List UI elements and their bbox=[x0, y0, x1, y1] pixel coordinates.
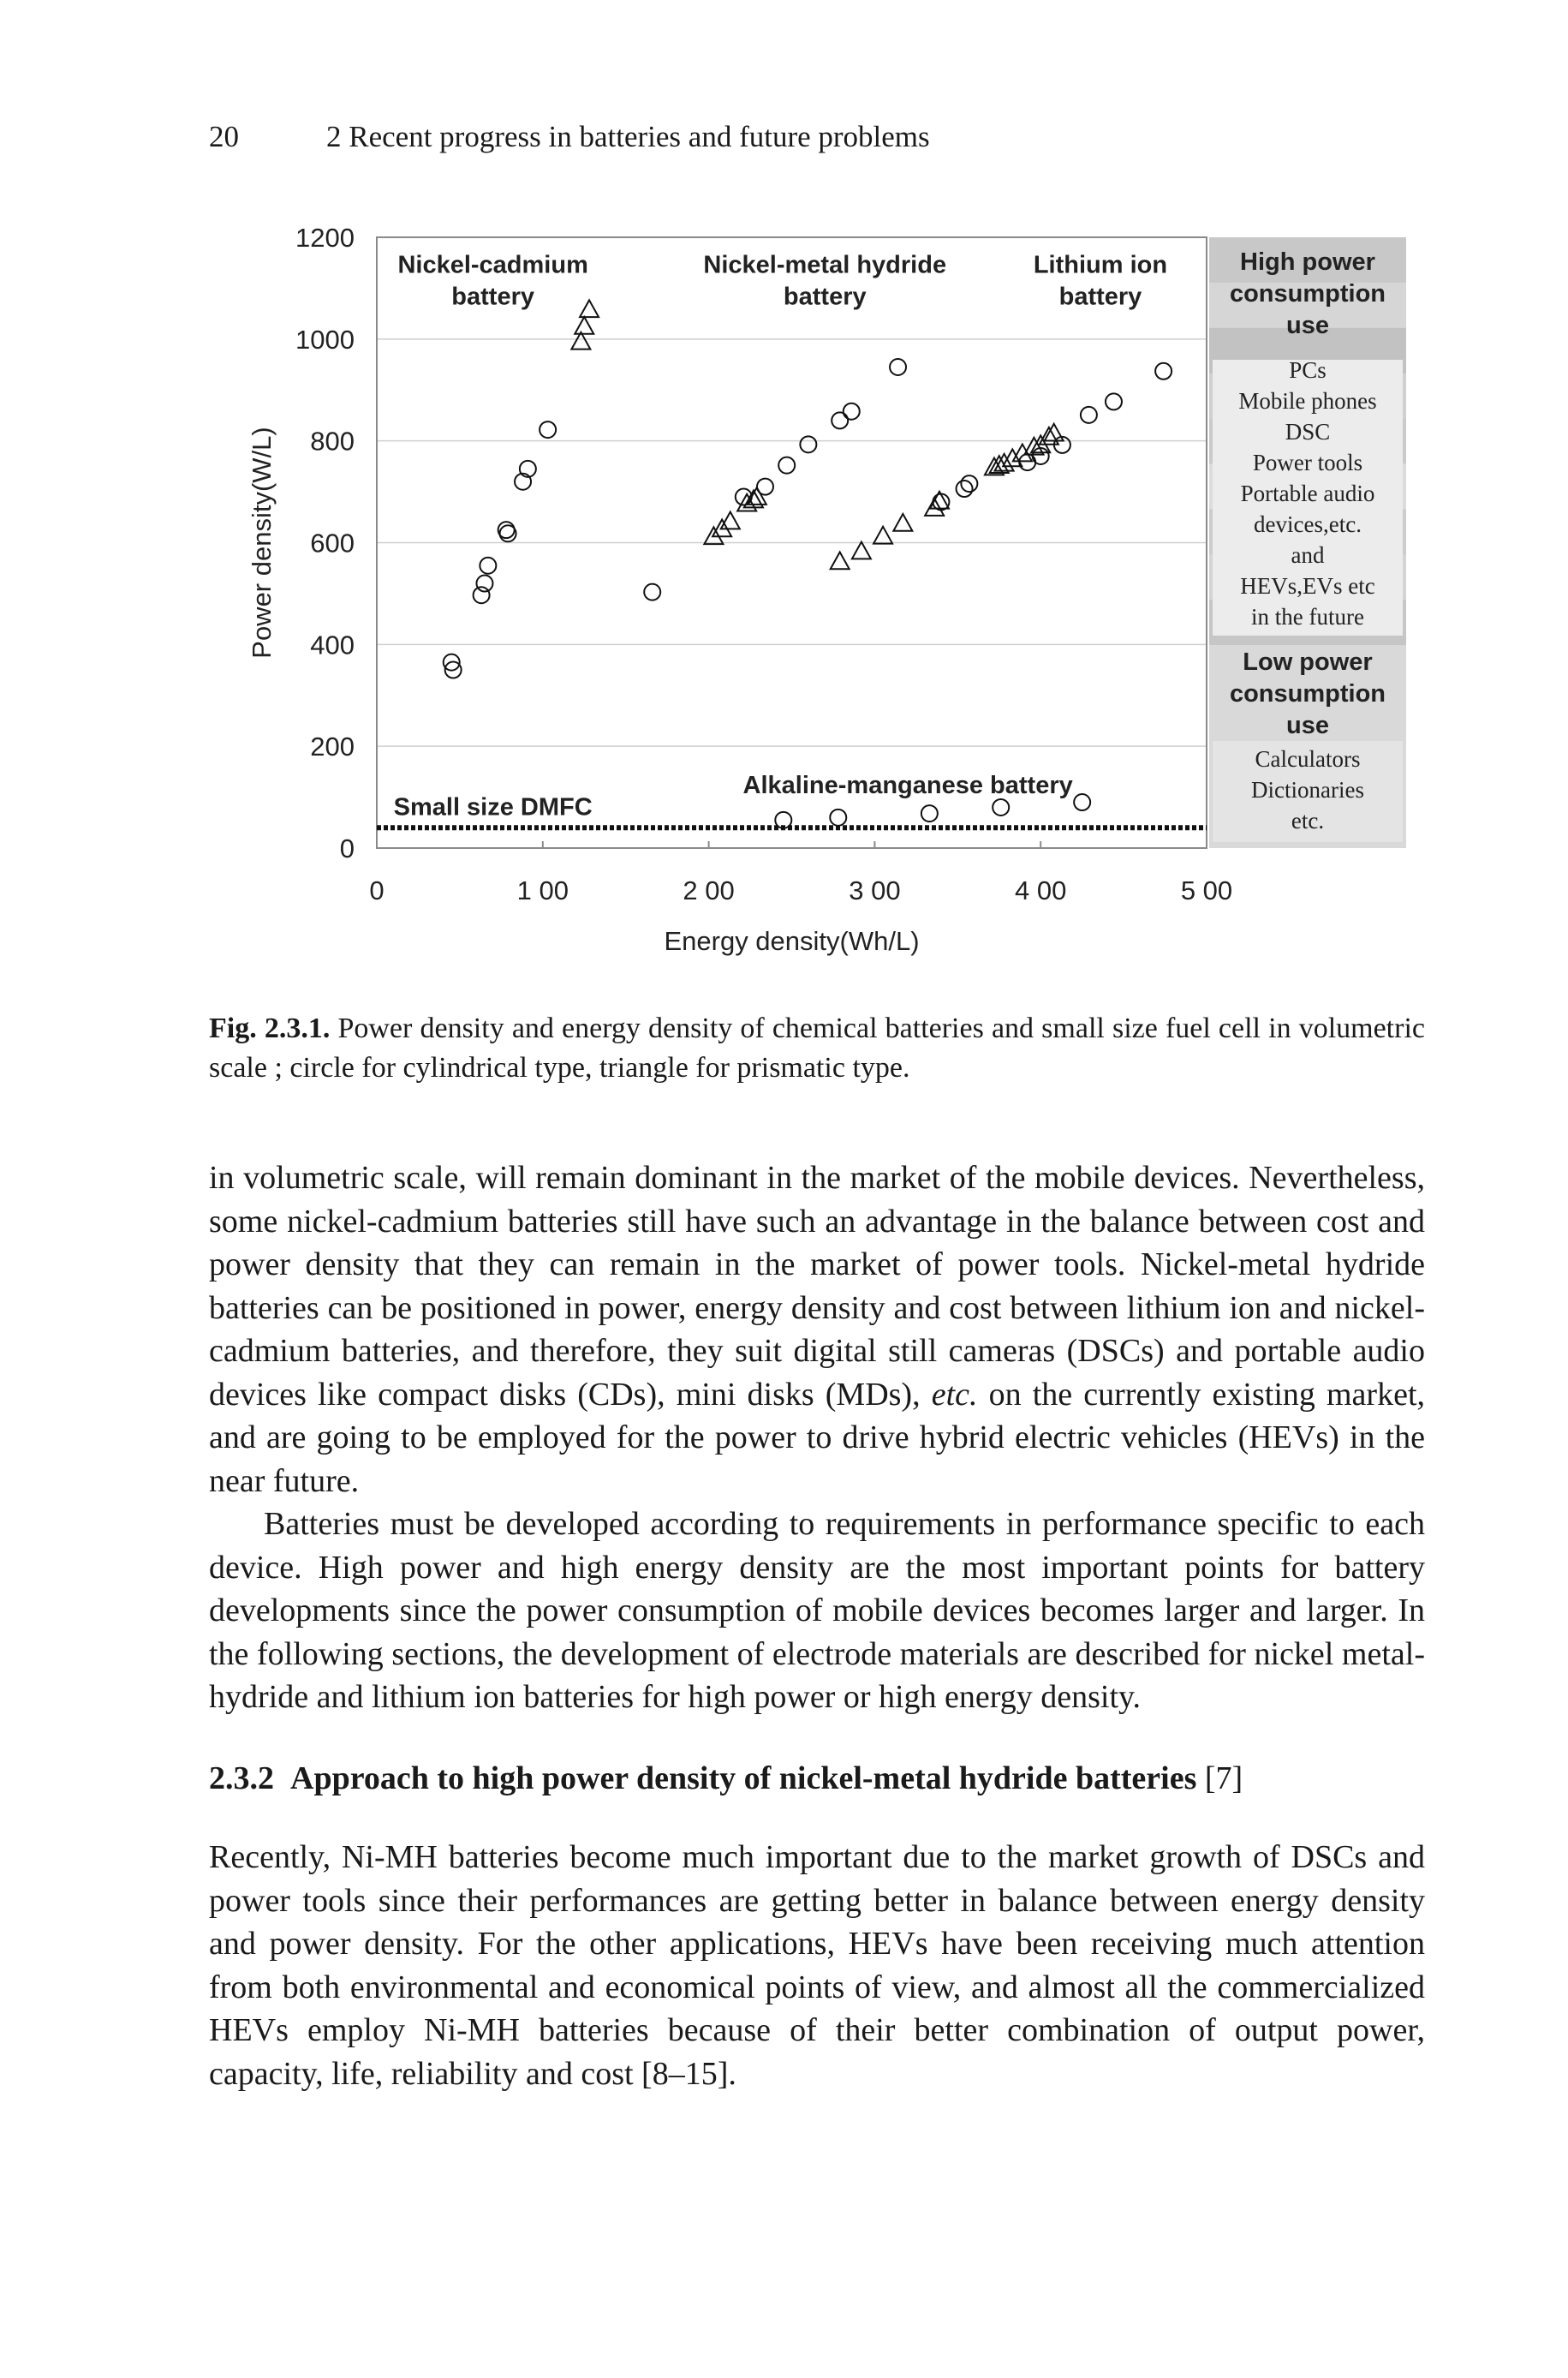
y-tick-label: 200 bbox=[310, 732, 355, 762]
caption-label: Fig. 2.3.1. bbox=[209, 1013, 331, 1044]
circle-marker bbox=[474, 587, 490, 603]
body-text bbox=[209, 1156, 1425, 2095]
chart-annotation: battery bbox=[451, 283, 535, 311]
high-power-item: Power tools bbox=[1252, 450, 1363, 475]
axes bbox=[247, 223, 1232, 956]
circle-marker bbox=[1074, 794, 1090, 810]
circle-marker bbox=[1081, 407, 1097, 423]
y-tick-label: 0 bbox=[339, 833, 355, 863]
triangle-marker bbox=[580, 300, 599, 317]
grid-lines bbox=[377, 237, 1207, 746]
circle-marker bbox=[778, 457, 795, 474]
side-panel bbox=[1209, 237, 1406, 848]
high-power-item: and bbox=[1291, 542, 1325, 568]
high-power-item: devices,etc. bbox=[1254, 511, 1362, 537]
circle-marker bbox=[961, 475, 977, 492]
high-power-item: in the future bbox=[1251, 604, 1364, 630]
caption-text: Power density and energy density of chemical batteries and small size fuel cell in volumetric scale ; circle for cylindrical type, triangle for prismatic type. bbox=[209, 1013, 1425, 1084]
triangle-marker bbox=[893, 514, 912, 531]
chart-annotation: Alkaline-manganese battery bbox=[742, 771, 1073, 799]
x-axis-label: Energy density(Wh/L) bbox=[664, 926, 920, 956]
circle-marker bbox=[540, 421, 556, 438]
low-power-item: etc. bbox=[1291, 808, 1325, 833]
section-title: Approach to high power density of nickel-metal hydride batteries bbox=[290, 1760, 1197, 1796]
chart-annotation: Nickel-cadmium bbox=[397, 251, 588, 279]
y-tick-label: 1200 bbox=[295, 223, 355, 253]
circle-marker bbox=[844, 403, 860, 420]
annotations bbox=[394, 252, 1167, 822]
running-title: 2 Recent progress in batteries and future problems bbox=[326, 120, 930, 153]
triangle-marker bbox=[852, 542, 871, 559]
low-power-title-line: Low power bbox=[1243, 648, 1373, 676]
x-tick-label: 0 bbox=[369, 875, 385, 905]
x-tick-label: 1 00 bbox=[516, 875, 569, 905]
circle-marker bbox=[993, 799, 1009, 816]
x-tick-label: 2 00 bbox=[683, 875, 735, 905]
y-tick-label: 600 bbox=[310, 528, 355, 559]
section-reference: [7] bbox=[1196, 1760, 1243, 1796]
chart-annotation: Small size DMFC bbox=[393, 793, 593, 822]
triangle-marker bbox=[721, 512, 740, 529]
circle-marker bbox=[1155, 363, 1172, 379]
chart-annotation: Lithium ion bbox=[1033, 251, 1168, 279]
triangle-marker bbox=[1045, 424, 1064, 441]
high-power-item: Mobile phones bbox=[1238, 388, 1377, 414]
high-power-item: Portable audio bbox=[1240, 481, 1375, 506]
low-power-item: Dictionaries bbox=[1251, 777, 1364, 803]
high-power-title-line: High power bbox=[1240, 248, 1375, 276]
high-power-item: PCs bbox=[1289, 357, 1327, 383]
circle-marker bbox=[476, 576, 492, 592]
paragraph: Recently, Ni-MH batteries become much important due to the market growth of DSCs and power tools since their performances are getting better in balance between energy density and power density. For the other applications, HEVs have been receiving much attention from both environmental and economical points of view, and almost all the commercialized HEVs employ Ni-MH batteries because of their better combination of output power, capacity, life, reliability and cost [8–15]. bbox=[209, 1839, 1425, 2092]
circle-marker bbox=[832, 412, 848, 428]
page-number: 20 bbox=[209, 120, 239, 153]
circle-marker bbox=[957, 481, 973, 497]
circle-marker bbox=[480, 558, 496, 574]
low-power-title-line: consumption bbox=[1229, 680, 1386, 708]
circle-marker bbox=[890, 359, 906, 375]
x-tick-label: 4 00 bbox=[1015, 875, 1067, 905]
triangle-marker bbox=[575, 317, 593, 334]
section-number: 2.3.2 bbox=[209, 1760, 274, 1796]
triangle-marker bbox=[873, 527, 892, 544]
circle-marker bbox=[1106, 393, 1122, 409]
paragraph: Batteries must be developed according to requirements in performance specific to each device. High power and high energy density are the most important points for battery developments since the power consumption of mobile devices becomes larger and larger. In the following sections, the development of electrode materials are described for nickel metal-hydride and lithium ion batteries for high power or high energy density. bbox=[209, 1506, 1425, 1715]
chart-annotation: battery bbox=[783, 283, 867, 311]
circle-marker bbox=[830, 810, 846, 826]
scatter-chart bbox=[209, 218, 1425, 972]
etc-italic: etc. bbox=[931, 1376, 978, 1413]
triangle-marker bbox=[831, 552, 850, 569]
paragraph-text: in volumetric scale, will remain dominant in the market of the mobile devices. Nevertheless, some nickel-cadmium batteries still have such an advantage in the balance between cost and power density that they can remain in the market of power tools. Nickel-metal hydride batteries can be positioned in power, energy density and cost between lithium ion and nickel-cadmium batteries, and therefore, they suit digital still cameras (DSCs) and portable audio devices like compact disks (CDs), mini disks (MDs), bbox=[209, 1160, 1425, 1413]
high-power-item: HEVs,EVs etc bbox=[1240, 573, 1375, 599]
chart-annotation: Nickel-metal hydride bbox=[703, 251, 947, 279]
circle-marker bbox=[644, 584, 660, 600]
section-heading bbox=[209, 1757, 1425, 1801]
paragraph bbox=[209, 1156, 1425, 1503]
y-tick-label: 800 bbox=[310, 426, 355, 457]
paragraph-text-end: on the currently existing market, and are going to be employed for the power to drive hybrid electric vehicles (HEVs) in the near future. bbox=[209, 1376, 1425, 1499]
data-points bbox=[444, 300, 1172, 828]
high-power-title-line: use bbox=[1286, 312, 1329, 339]
circle-marker bbox=[800, 436, 816, 452]
chart-annotation: battery bbox=[1058, 283, 1142, 311]
x-tick-label: 3 00 bbox=[849, 875, 901, 905]
y-axis-label: Power density(W/L) bbox=[247, 427, 277, 659]
x-tick-label: 5 00 bbox=[1180, 875, 1233, 905]
figure bbox=[209, 218, 1425, 972]
low-power-item: Calculators bbox=[1255, 746, 1361, 772]
y-tick-label: 400 bbox=[310, 630, 355, 660]
figure-caption bbox=[209, 1009, 1425, 1088]
circle-marker bbox=[921, 805, 938, 822]
high-power-item: DSC bbox=[1285, 419, 1331, 445]
running-header bbox=[209, 120, 1425, 163]
low-power-title-line: use bbox=[1286, 712, 1329, 739]
high-power-title-line: consumption bbox=[1229, 280, 1386, 308]
y-tick-label: 1000 bbox=[295, 324, 355, 355]
